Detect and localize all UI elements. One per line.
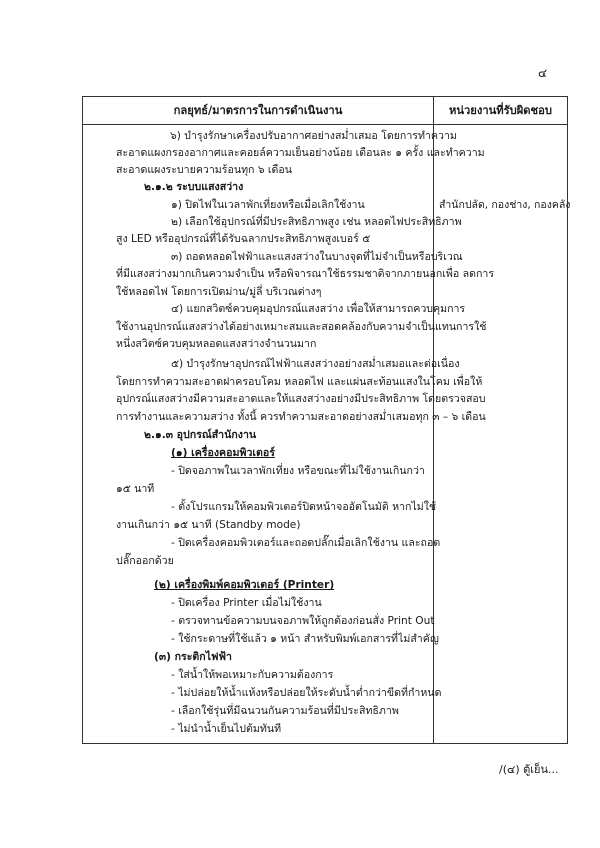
text-line: - ใช้กระดาษที่ใช้แล้ว ๑ หน้า สำหรับพิมพ์เอกสารที่ไม่สำคัญ [171,633,439,645]
text-line: ปลั๊กออกด้วย [116,555,174,567]
section-heading: ๒.๑.๓ อุปกรณ์สำนักงาน [144,429,257,441]
text-line: ๕) บำรุงรักษาอุปกรณ์ไฟฟ้าแสงสว่างอย่างสม่ำเสมอและต่อเนื่อง [171,358,460,370]
text-line: การทำงานและความสว่าง ทั้งนี้ ควรทำความสะอาดอย่างสม่ำเสมอทุก ๓ – ๖ เดือน [116,411,486,423]
text-line: - ปิดจอภาพในเวลาพักเที่ยง หรือขณะที่ไม่ใช้งานเกินกว่า [171,465,425,477]
text-line: - ตั้งโปรแกรมให้คอมพิวเตอร์ปิดหน้าจออัตโนมัติ หากไม่ใช้ [171,501,437,513]
text-line: - ปิดเครื่อง Printer เมื่อไม่ใช้งาน [171,597,322,609]
subsection-heading: (๑) เครื่องคอมพิวเตอร์ [171,447,275,459]
text-line: ใช้หลอดไฟ โดยการเปิดม่าน/มู่ลี่ บริเวณต่างๆ [116,286,322,298]
text-line: ๖) บำรุงรักษาเครื่องปรับอากาศอย่างสม่ำเสมอ โดยการทำความ [170,130,457,142]
text-line: - ปิดเครื่องคอมพิวเตอร์และถอดปลั๊กเมื่อเลิกใช้งาน และถอด [171,537,441,549]
continuation-note: /(๔) ตู้เย็น... [499,763,559,776]
responsible-unit-text: สำนักปลัด, กองช่าง, กองคลัง [439,199,571,211]
text-line: - ไม่ปล่อยให้น้ำแห้งหรือปล่อยให้ระดับน้ำต่ำกว่าขีดที่กำหนด [171,687,442,699]
header-strategy: กลยุทธ์/มาตรการในการดำเนินงาน [173,104,343,117]
text-line: หนึ่งสวิตซ์ควบคุมหลอดแสงสว่างจำนวนมาก [116,338,317,350]
text-line: อุปกรณ์แสงสว่างมีความสะอาดและให้แสงสว่างอย่างมีประสิทธิภาพ โดยตรวจสอบ [116,393,486,405]
text-line: ๔) แยกสวิตซ์ควบคุมอุปกรณ์แสงสว่าง เพื่อให้สามารถควบคุมการ [171,303,466,315]
text-line: - ไม่นำน้ำเย็นไปต้มทันที [171,723,282,735]
text-line: โดยการทำความสะอาดฝาครอบโคม หลอดไฟ และแผ่นสะท้อนแสงในโคม เพื่อให้ [116,376,483,388]
text-line: สะอาดแผงกรองอากาศและคอยล์ความเย็นอย่างน้อย เดือนละ ๑ ครั้ง และทำความ [116,147,485,159]
text-line: ที่มีแสงสว่างมากเกินความจำเป็น หรือพิจารณาใช้ธรรมชาติจากภายนอกเพื่อ ลดการ [116,268,495,280]
text-line: ๑๕ นาที [116,483,155,495]
text-line: ใช้งานอุปกรณ์แสงสว่างได้อย่างเหมาะสมและสอดคล้องกับความจำเป็นแทนการใช้ [116,321,487,333]
text-line: - ใส่น้ำให้พอเหมาะกับความต้องการ [171,669,334,681]
text-line: - ตรวจทานข้อความบนจอภาพให้ถูกต้องก่อนสั่ง Print Out [171,615,435,627]
subsection-heading: (๒) เครื่องพิมพ์คอมพิวเตอร์ (Printer) [154,579,335,591]
text-line: ๑) ปิดไฟในเวลาพักเที่ยงหรือเมื่อเลิกใช้งาน [171,199,365,211]
section-heading: ๒.๑.๒ ระบบแสงสว่าง [144,181,244,193]
table-header-row [83,97,567,125]
text-line: งานเกินกว่า ๑๕ นาที (Standby mode) [116,519,301,531]
text-line: ๒) เลือกใช้อุปกรณ์ที่มีประสิทธิภาพสูง เช่น หลอดไฟประสิทธิภาพ [171,216,462,228]
page-number: ๔ [538,66,548,80]
header-responsible-unit: หน่วยงานที่รับผิดชอบ [449,104,552,117]
text-line: สะอาดแผงระบายความร้อนทุก ๖ เดือน [116,164,293,176]
text-line: สูง LED หรืออุปกรณ์ที่ได้รับฉลากประสิทธิภาพสูงเบอร์ ๕ [116,233,371,245]
text-line: - เลือกใช้รุ่นที่มีฉนวนกันความร้อนที่มีประสิทธิภาพ [171,705,399,717]
text-line: ๓) ถอดหลอดไฟฟ้าและแสงสว่างในบางจุดที่ไม่จำเป็นหรือบริเวณ [171,251,463,263]
subsection-heading: (๓) กระติกไฟฟ้า [154,651,232,663]
